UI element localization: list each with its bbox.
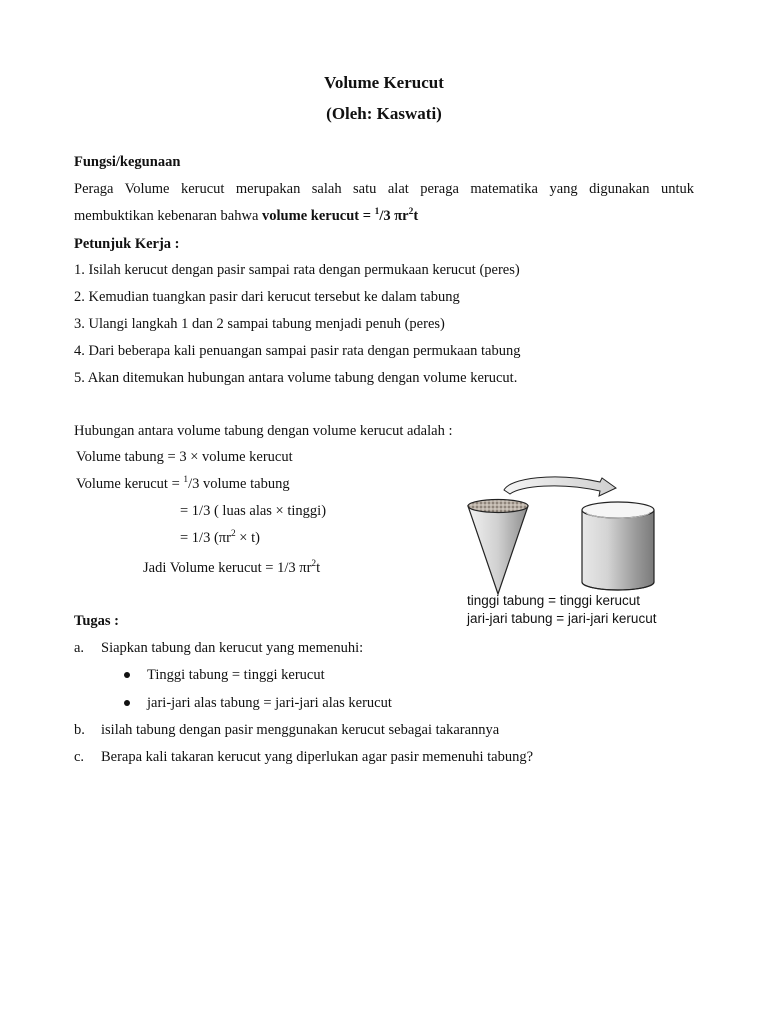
tugas-bullet-2: jari-jari alas tabung = jari-jari alas kerucut	[147, 695, 392, 711]
tugas-a-label: a.	[74, 640, 85, 656]
fungsi-heading: Fungsi/kegunaan	[74, 154, 181, 170]
bullet-icon	[124, 700, 130, 706]
tugas-c-text: Berapa kali takaran kerucut yang diperlukan agar pasir memenuhi tabung?	[101, 749, 534, 765]
equation-5	[143, 560, 320, 577]
cylinder-icon	[582, 502, 654, 590]
figure-caption-2: jari-jari tabung = jari-jari kerucut	[467, 611, 657, 626]
fungsi-line-2-text: membuktikan kebenaran bahwa	[74, 208, 263, 224]
equation-2-denominator: /3	[188, 476, 200, 492]
tugas-b-text: isilah tabung dengan pasir menggunakan kerucut sebagai takarannya	[101, 722, 500, 738]
curved-arrow-icon	[504, 477, 616, 496]
page-title: Volume Kerucut	[324, 73, 444, 92]
equation-5-prefix: Jadi Volume kerucut = 1/3 πr	[143, 560, 312, 576]
equation-4-exponent: 2	[230, 529, 236, 540]
tugas-b-label: b.	[74, 722, 85, 738]
tugas-heading: Tugas :	[74, 613, 120, 629]
step-2: 2. Kemudian tuangkan pasir dari kerucut tersebut ke dalam tabung	[74, 289, 460, 305]
petunjuk-heading: Petunjuk Kerja :	[74, 236, 180, 252]
author-line: (Oleh: Kaswati)	[326, 104, 442, 123]
figure-caption-1: tinggi tabung = tinggi kerucut	[467, 593, 640, 608]
cone-cylinder-figure	[460, 470, 670, 600]
tugas-bullet-1: Tinggi tabung = tinggi kerucut	[147, 667, 325, 683]
step-5: 5. Akan ditemukan hubungan antara volume tabung dengan volume kerucut.	[74, 370, 518, 386]
formula-t: t	[413, 208, 419, 224]
formula-pi-r: πr	[390, 208, 409, 224]
step-1: 1. Isilah kerucut dengan pasir sampai rata dengan permukaan kerucut (peres)	[74, 262, 520, 278]
hubungan-intro: Hubungan antara volume tabung dengan volume kerucut adalah :	[74, 423, 453, 439]
cone-icon	[468, 500, 528, 595]
fungsi-line-1: Peraga Volume kerucut merupakan salah satu alat peraga matematika yang digunakan untuk	[74, 181, 694, 197]
formula	[262, 208, 418, 224]
formula-denominator: /3	[379, 208, 391, 224]
formula-numerator: 1	[374, 207, 380, 218]
step-3: 3. Ulangi langkah 1 dan 2 sampai tabung menjadi penuh (peres)	[74, 316, 445, 332]
fungsi-line-2	[74, 208, 418, 225]
tugas-a-text: Siapkan tabung dan kerucut yang memenuhi:	[101, 640, 364, 656]
equation-2-suffix: volume tabung	[199, 476, 290, 492]
equation-2-numerator: 1	[183, 475, 189, 486]
equation-3: = 1/3 ( luas alas × tinggi)	[180, 503, 327, 519]
equation-1: Volume tabung = 3 × volume kerucut	[76, 449, 293, 465]
formula-exponent: 2	[408, 207, 414, 218]
tugas-c-label: c.	[74, 749, 85, 765]
equation-5-exponent: 2	[311, 559, 317, 570]
equation-4-suffix: × t)	[235, 530, 260, 546]
step-4: 4. Dari beberapa kali penuangan sampai pasir rata dengan permukaan tabung	[74, 343, 521, 359]
equation-5-suffix: t	[316, 560, 321, 576]
equation-4	[180, 530, 260, 547]
equation-2	[76, 476, 290, 493]
equation-2-prefix: Volume kerucut =	[76, 476, 184, 492]
formula-label: volume kerucut =	[262, 208, 375, 224]
equation-4-prefix: = 1/3 (πr	[180, 530, 231, 546]
bullet-icon	[124, 672, 130, 678]
